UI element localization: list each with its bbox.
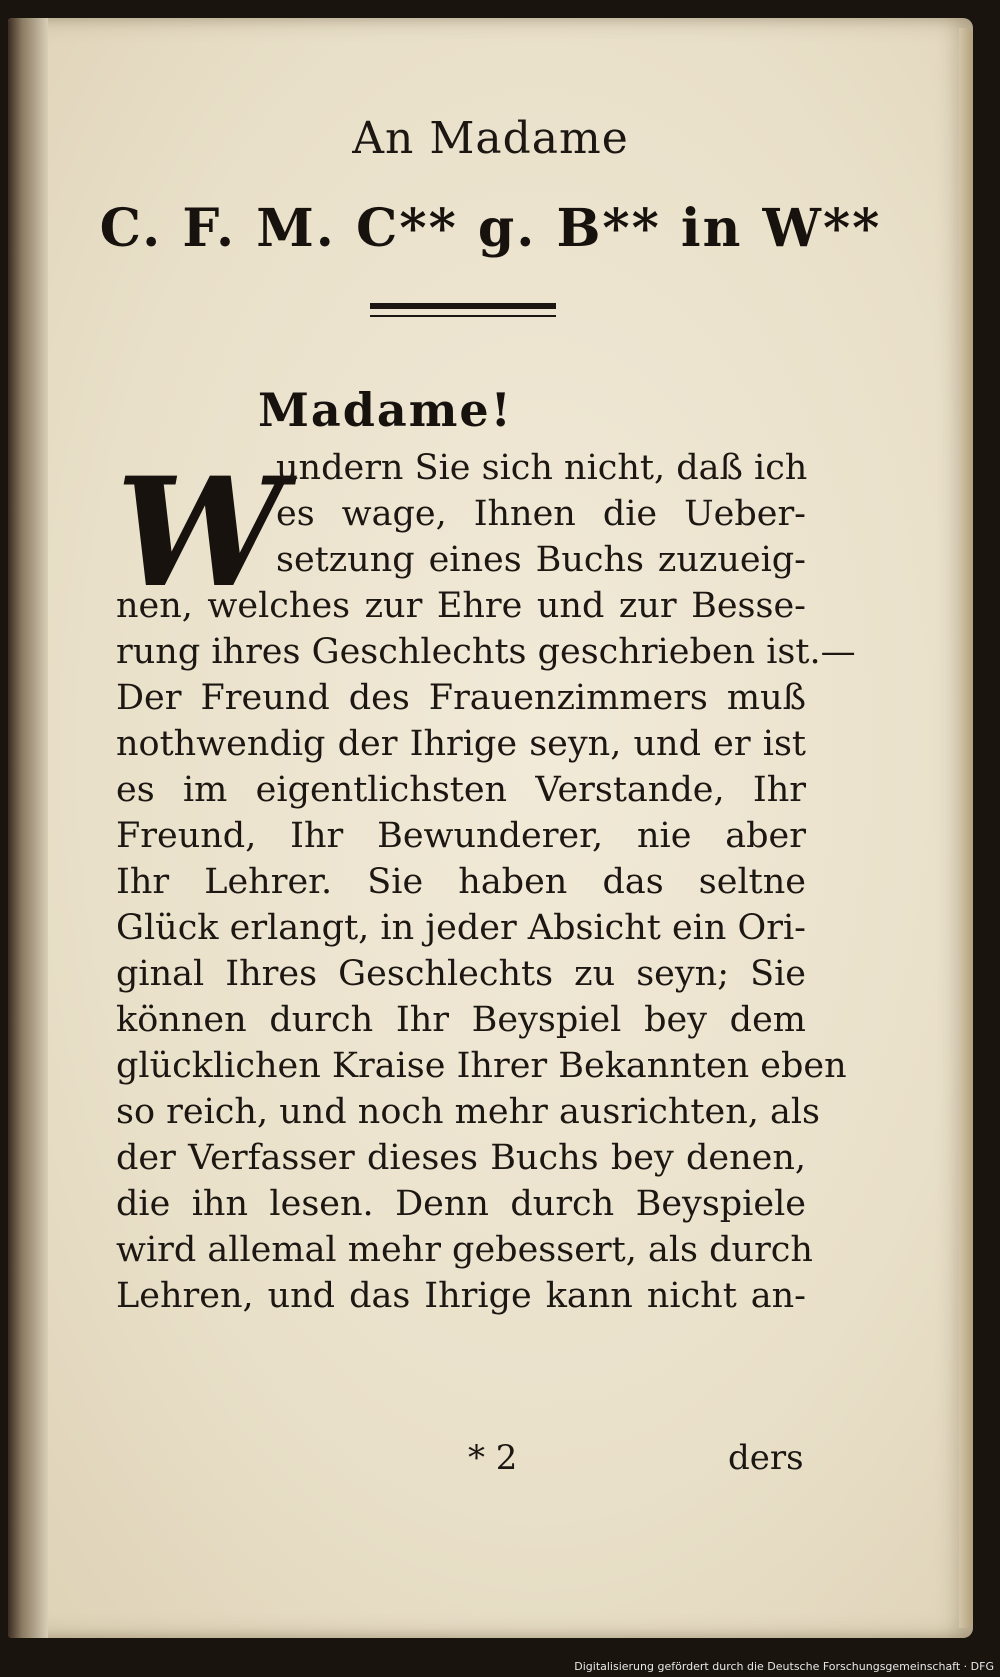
dedication-heading-line2: C. F. M. C** g. B** in W** bbox=[99, 198, 882, 259]
text-line: Glück erlangt, in jeder Absicht ein Ori- bbox=[116, 908, 806, 948]
text-line: es im eigentlichsten Verstande, Ihr bbox=[116, 770, 806, 810]
text-line: glücklichen Kraise Ihrer Bekannten eben bbox=[116, 1046, 847, 1086]
text-line: die ihn lesen. Denn durch Beyspiele bbox=[116, 1184, 806, 1224]
page-edge bbox=[959, 28, 973, 1628]
text-line: Lehren, und das Ihrige kann nicht an- bbox=[116, 1276, 806, 1316]
text-line: wird allemal mehr gebessert, als durch bbox=[116, 1230, 813, 1270]
text-line: es wage, Ihnen die Ueber- bbox=[276, 494, 806, 534]
text-line: der Verfasser dieses Buchs bey denen, bbox=[116, 1138, 806, 1178]
digitization-credit: Digitalisierung gefördert durch die Deutsche Forschungsgemeinschaft · DFG bbox=[574, 1660, 994, 1673]
text-line: undern Sie sich nicht, daß ich bbox=[276, 448, 808, 488]
text-line: Ihr Lehrer. Sie haben das seltne bbox=[116, 862, 806, 902]
text-line: setzung eines Buchs zuzueig- bbox=[276, 540, 806, 580]
text-line: Der Freund des Frauenzimmers muß bbox=[116, 678, 806, 718]
salutation: Madame! bbox=[258, 383, 513, 437]
text-line: können durch Ihr Beyspiel bey dem bbox=[116, 1000, 806, 1040]
text-line: nen, welches zur Ehre und zur Besse- bbox=[116, 586, 806, 626]
book-spine-shadow bbox=[8, 18, 48, 1638]
text-line: Freund, Ihr Bewunderer, nie aber bbox=[116, 816, 806, 856]
catchword: ders bbox=[728, 1438, 804, 1478]
drop-cap-initial: W bbox=[116, 445, 285, 621]
text-line: rung ihres Geschlechts geschrieben ist.— bbox=[116, 632, 856, 672]
divider-rule-thick bbox=[370, 303, 556, 309]
text-line: so reich, und noch mehr ausrichten, als bbox=[116, 1092, 821, 1132]
text-line: ginal Ihres Geschlechts zu seyn; Sie bbox=[116, 954, 806, 994]
dedication-heading-line1: An Madame bbox=[352, 113, 629, 164]
text-line: nothwendig der Ihrige seyn, und er ist bbox=[116, 724, 806, 764]
book-page bbox=[8, 18, 973, 1638]
signature-mark: * 2 bbox=[468, 1438, 518, 1478]
divider-rule-thin bbox=[370, 315, 556, 317]
